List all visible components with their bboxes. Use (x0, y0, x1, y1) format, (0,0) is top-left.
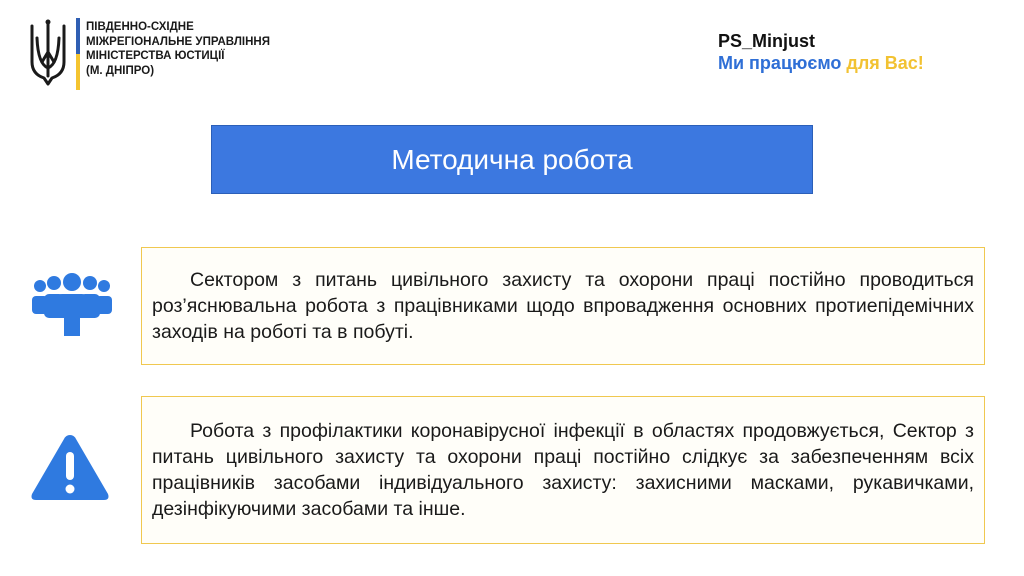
org-name-line: МІНІСТЕРСТВА ЮСТИЦІЇ (86, 50, 225, 62)
organization-name (86, 20, 270, 78)
slogan-part-2: для Вас! (846, 53, 924, 73)
page-title (211, 125, 813, 194)
org-name-line: МІЖРЕГІОНАЛЬНЕ УПРАВЛІННЯ (86, 35, 270, 48)
card-text: Сектором з питань цивільного захисту та охорони праці постійно проводиться роз’яснювальна робота з працівниками щодо впровадження основних протиепідемічних заходів на роботі та в побуті. (152, 269, 974, 343)
slogan (718, 52, 924, 74)
org-name-line: ПІВДЕННО-СХІДНЕ (86, 21, 194, 33)
people-group-icon (30, 272, 114, 338)
org-name-line: (М. ДНІПРО) (86, 64, 155, 77)
warning-icon (30, 432, 110, 502)
page-title-text: Методична робота (391, 143, 633, 175)
trident-emblem-icon (28, 18, 68, 90)
logo-block (28, 14, 328, 94)
card-text: Робота з профілактики коронавірусної інфекції в областях продовжується, Сектор з питань цивільного захисту та охорони праці постійно слідкує за забезпеченням всіх працівників засобами індивідуального захисту: захисними масками, рукавичками, дезінфікуючими засобами та інше. (152, 420, 974, 520)
ukraine-flag-bar (76, 18, 80, 90)
slogan-part-1: Ми працюємо (718, 53, 842, 73)
brand-block (718, 30, 924, 74)
info-card (141, 396, 985, 544)
brand-tag: PS_Minjust (718, 31, 816, 51)
info-card (141, 247, 985, 365)
